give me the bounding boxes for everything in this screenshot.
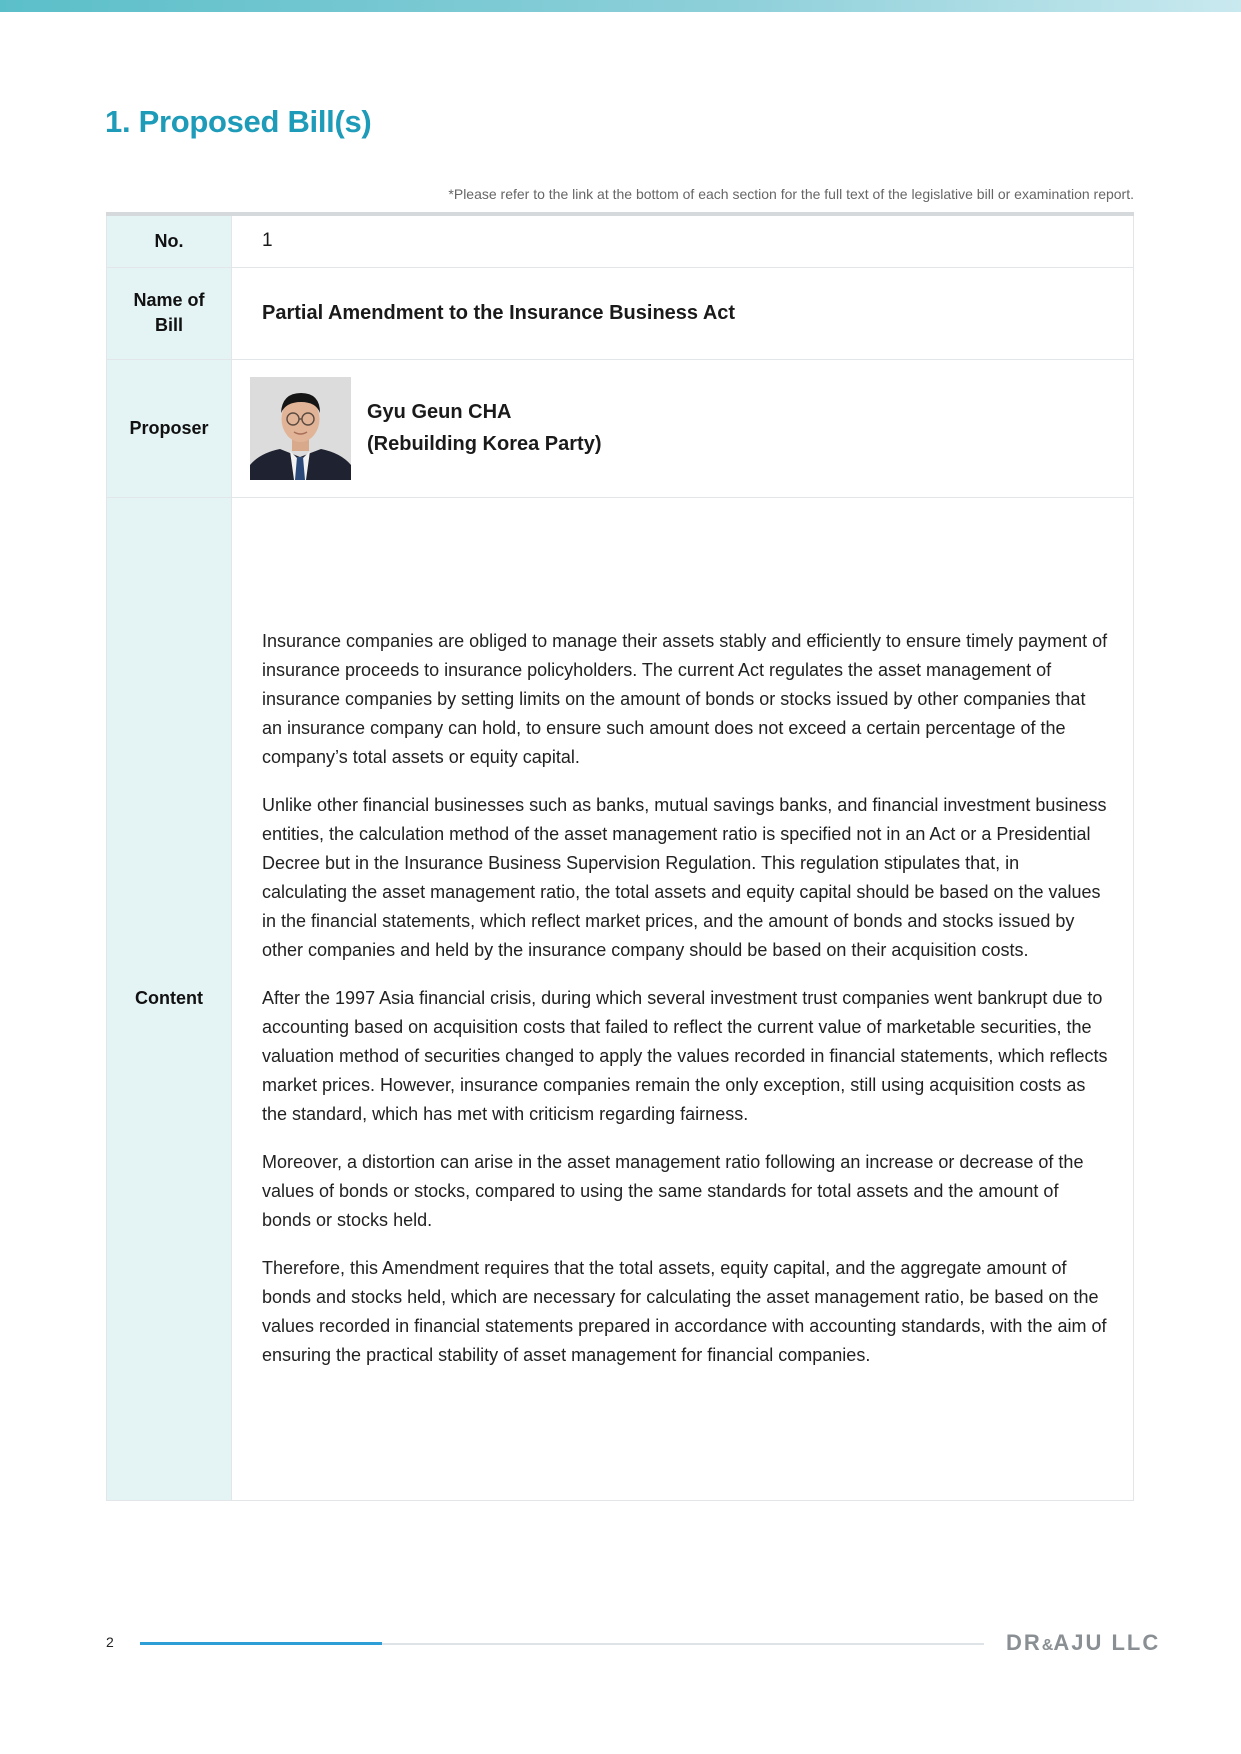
no-value: 1 <box>232 214 1134 267</box>
row-proposer <box>107 359 1134 497</box>
proposer-info <box>367 396 601 460</box>
content-paragraph-3: After the 1997 Asia financial crisis, during which several investment trust companies went bankrupt due to accounting based on acquisition costs that failed to reflect the current value of marketable securities, the valuation method of securities changed to apply the values recorded in financial statements, which reflects market prices. However, insurance companies remain the only exception, still using acquisition costs as the standard, which has met with criticism regarding fairness. <box>262 988 1108 1124</box>
content-cell <box>232 497 1134 1500</box>
bill-name-value: Partial Amendment to the Insurance Business Act <box>232 267 1134 359</box>
proposer-party: (Rebuilding Korea Party) <box>367 433 602 455</box>
row-content <box>107 497 1134 1500</box>
top-decorative-bar <box>0 0 1241 12</box>
bill-name-label <box>107 267 232 359</box>
footer-divider-accent <box>140 1642 382 1645</box>
bill-table <box>106 212 1134 1501</box>
content-paragraph-1: Insurance companies are obliged to manage their assets stably and efficiently to ensure timely payment of insurance proceeds to insurance policyholders. The current Act regulates the asset management of insurance companies by setting limits on the amount of bonds or stocks issued by other companies that an insurance company can hold, to ensure such amount does not exceed a certain percentage of the company’s total assets or equity capital. <box>262 631 1108 767</box>
no-label: No. <box>107 214 232 267</box>
brand-logo-right: AJU LLC <box>1053 1630 1161 1655</box>
row-number <box>107 214 1134 267</box>
proposer-photo <box>250 377 351 480</box>
reference-note: *Please refer to the link at the bottom of each section for the full text of the legislative bill or examination report. <box>448 186 1134 202</box>
content-paragraph-2: Unlike other financial businesses such as banks, mutual savings banks, and financial investment business entities, the calculation method of the asset management ratio is specified not in an Act or a Presidential Decree but in the Insurance Business Supervision Regulation. This regulation stipulates that, in calculating the asset management ratio, the total assets and equity capital should be based on the values in the financial statements, which reflect market prices, and the amount of bonds and stocks issued by other companies and held by the insurance company should be based on their acquisition costs. <box>262 795 1107 960</box>
brand-logo <box>1006 1630 1160 1656</box>
content-paragraph-5: Therefore, this Amendment requires that the total assets, equity capital, and the aggregate amount of bonds and stocks held, which are necessary for calculating the asset management ratio, be based on the values recorded in financial statements prepared in accordance with accounting standards, with the aim of ensuring the practical stability of asset management for financial companies. <box>262 1258 1107 1365</box>
row-bill-name <box>107 267 1134 359</box>
page-number: 2 <box>106 1634 114 1650</box>
bill-name-label-text: Name of Bill <box>133 290 205 335</box>
content-label: Content <box>107 497 232 1500</box>
proposer-block <box>250 377 1109 480</box>
proposer-cell <box>232 359 1134 497</box>
proposer-name: Gyu Geun CHA <box>367 401 512 423</box>
proposer-label: Proposer <box>107 359 232 497</box>
content-paragraph-4: Moreover, a distortion can arise in the asset management ratio following an increase or decrease of the values of bonds or stocks, compared to using the same standards for total assets and the amount of bonds or stocks held. <box>262 1152 1084 1230</box>
brand-logo-left: DR <box>1006 1630 1042 1655</box>
brand-logo-amp: & <box>1041 1637 1054 1654</box>
section-title: 1. Proposed Bill(s) <box>105 104 372 139</box>
